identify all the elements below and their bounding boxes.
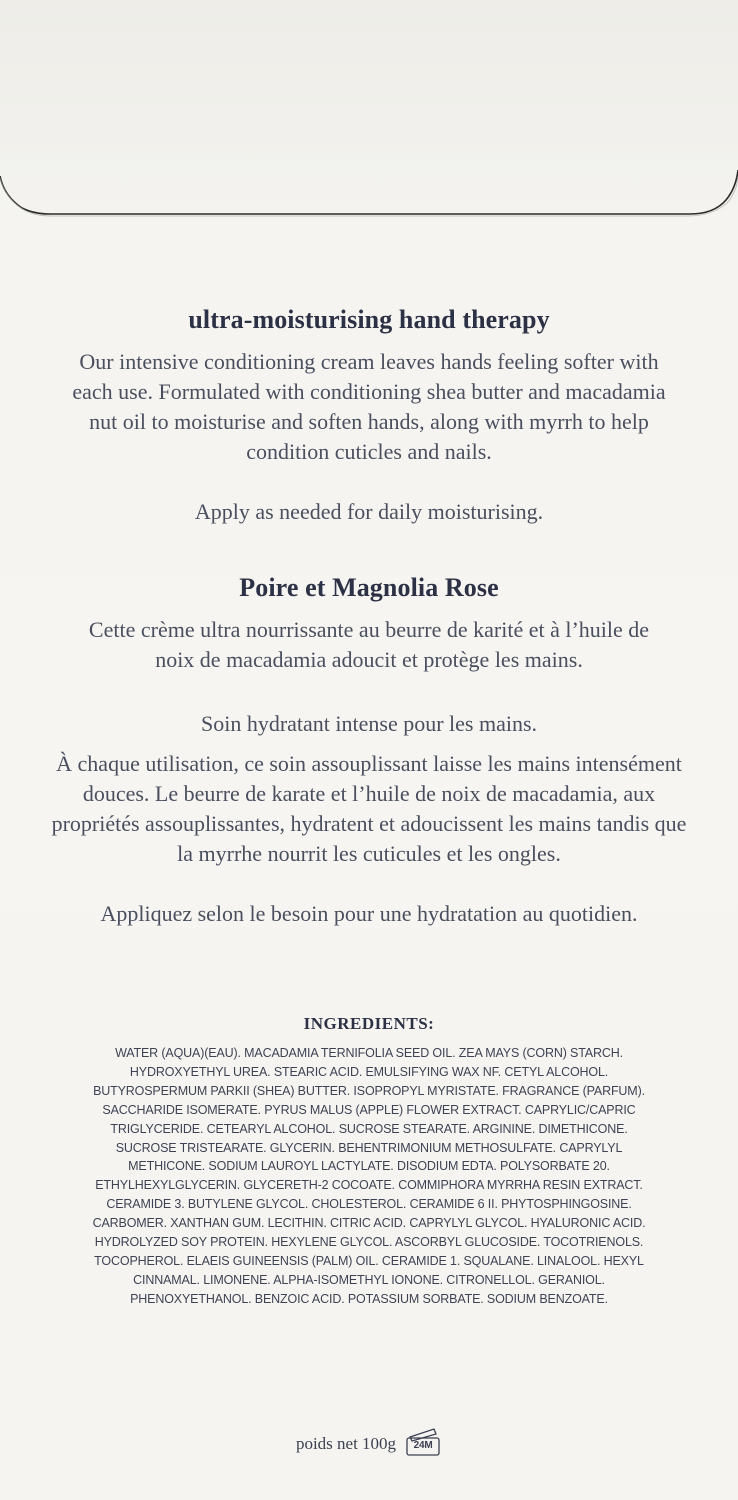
english-description: Our intensive conditioning cream leaves hands feeling softer with each use. Formulated with conditioning shea butter and macadamia nut oil to moisturise and soften hands, along with myrrh to help condition cuticles and nails.	[72, 349, 666, 464]
french-description-2: Soin hydratant intense pour les mains.	[200, 711, 538, 736]
french-description-1: Cette crème ultra nourrissante au beurre de karité et à l’huile de noix de macadamia adoucit et protège les mains.	[88, 617, 650, 672]
ingredients-list: WATER (AQUA)(EAU). MACADAMIA TERNIFOLIA SEED OIL. ZEA MAYS (CORN) STARCH. HYDROXYETHYL UREA. STEARIC ACID. EMULSIFYING WAX NF. CETYL ALCOHOL. BUTYROSPERMUM PARKII (SHEA) BUTTER. ISOPROPYL MYRISTATE. FRAGRANCE (PARFUM). SACCHARIDE ISOMERATE. PYRUS MALUS (APPLE) FLOWER EXTRACT. CAPRYLIC/CAPRIC TRIGLYCERIDE. CETEARYL ALCOHOL. SUCROSE STEARATE. ARGININE. DIMETHICONE. SUCROSE TRISTEARATE. GLYCERIN. BEHENTRIMONIUM METHOSULFATE. CAPRYLYL METHICONE. SODIUM LAUROYL LACTYLATE. DISODIUM EDTA. POLYSORBATE 20. ETHYLHEXYLGLYCERIN. GLYCERETH-2 COCOATE. COMMIPHORA MYRRHA RESIN EXTRACT. CERAMIDE 3. BUTYLENE GLYCOL. CHOLESTEROL. CERAMIDE 6 II. PHYTOSPHINGOSINE. CARBOMER. XANTHAN GUM. LECITHIN. CITRIC ACID. CAPRYLYL GLYCOL. HYALURONIC ACID. HYDROLYZED SOY PROTEIN. HEXYLENE GLYCOL. ASCORBYL GLUCOSIDE. TOCOTRIENOLS. TOCOPHEROL. ELAEIS GUINEENSIS (PALM) OIL. CERAMIDE 1. SQUALANE. LINALOOL. HEXYL CINNAMAL. LIMONENE. ALPHA-ISOMETHYL IONONE. CITRONELLOL. GERANIOL. PHENOXYETHANOL. BENZOIC ACID. POTASSIUM SORBATE. SODIUM BENZOATE.	[92, 1046, 646, 1306]
english-product-title: ultra-moisturising hand therapy	[188, 305, 550, 334]
french-directions: Appliquez selon le besoin pour une hydratation au quotidien.	[100, 901, 638, 926]
french-description-3: À chaque utilisation, ce soin assouplissant laisse les mains intensément douces. Le beurre de karate et l’huile de noix de macadamia, aux propriétés assouplissantes, hydratent et adoucissent les mains tandis que la myrrhe nourrit les cuticules et les ongles.	[51, 751, 687, 866]
net-weight: poids net 100g	[295, 1434, 397, 1453]
pao-label: 24M	[413, 1440, 433, 1451]
open-jar-icon	[404, 1427, 442, 1457]
box-flap-outline	[0, 0, 738, 250]
ingredients-heading: INGREDIENTS:	[303, 1014, 435, 1033]
french-product-title: Poire et Magnolia Rose	[239, 573, 499, 602]
english-directions: Apply as needed for daily moisturising.	[194, 499, 544, 524]
footer	[0, 1430, 738, 1454]
